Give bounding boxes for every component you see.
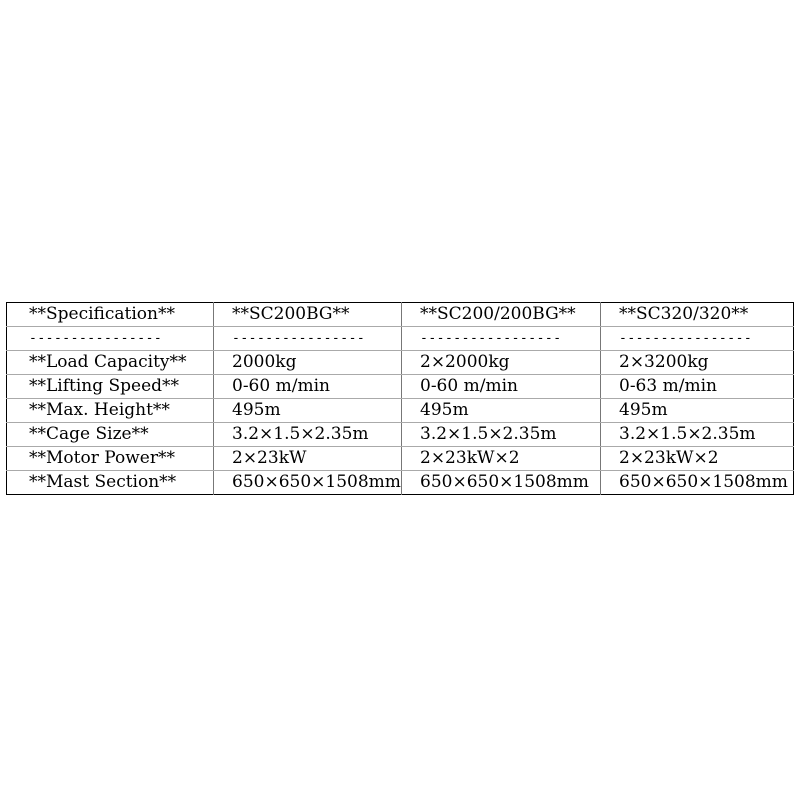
- table-row-load-capacity: [7, 351, 794, 375]
- row-label: **Max. Height**: [7, 399, 214, 423]
- table-cell: 3.2×1.5×2.35m: [214, 423, 402, 447]
- table-header-row: [7, 303, 794, 327]
- separator-cell: ----------------: [7, 327, 214, 351]
- table-cell: 0-60 m/min: [214, 375, 402, 399]
- separator-cell: ----------------: [214, 327, 402, 351]
- header-cell-sc200bg: **SC200BG**: [214, 303, 402, 327]
- table-cell: 3.2×1.5×2.35m: [601, 423, 794, 447]
- specification-table: [6, 302, 794, 495]
- row-label: **Mast Section**: [7, 471, 214, 495]
- table-cell: 650×650×1508mm: [214, 471, 402, 495]
- table-cell: 0-60 m/min: [402, 375, 601, 399]
- table-row-max-height: [7, 399, 794, 423]
- table-cell: 2×23kW×2: [601, 447, 794, 471]
- table-cell: 2000kg: [214, 351, 402, 375]
- header-cell-sc200-200bg: **SC200/200BG**: [402, 303, 601, 327]
- table-row-lifting-speed: [7, 375, 794, 399]
- table-cell: 0-63 m/min: [601, 375, 794, 399]
- separator-cell: ----------------: [601, 327, 794, 351]
- table-cell: 495m: [214, 399, 402, 423]
- table-cell: 2×23kW×2: [402, 447, 601, 471]
- table-cell: 2×3200kg: [601, 351, 794, 375]
- header-cell-specification: **Specification**: [7, 303, 214, 327]
- table-cell: 3.2×1.5×2.35m: [402, 423, 601, 447]
- table-row-cage-size: [7, 423, 794, 447]
- table-cell: 495m: [601, 399, 794, 423]
- table-cell: 2×23kW: [214, 447, 402, 471]
- table-cell: 2×2000kg: [402, 351, 601, 375]
- row-label: **Load Capacity**: [7, 351, 214, 375]
- table-cell: 495m: [402, 399, 601, 423]
- header-cell-sc320-320: **SC320/320**: [601, 303, 794, 327]
- separator-row: [7, 327, 794, 351]
- table-cell: 650×650×1508mm: [402, 471, 601, 495]
- table-row-motor-power: [7, 447, 794, 471]
- row-label: **Motor Power**: [7, 447, 214, 471]
- separator-cell: -----------------: [402, 327, 601, 351]
- row-label: **Cage Size**: [7, 423, 214, 447]
- row-label: **Lifting Speed**: [7, 375, 214, 399]
- table-row-mast-section: [7, 471, 794, 495]
- table-cell: 650×650×1508mm: [601, 471, 794, 495]
